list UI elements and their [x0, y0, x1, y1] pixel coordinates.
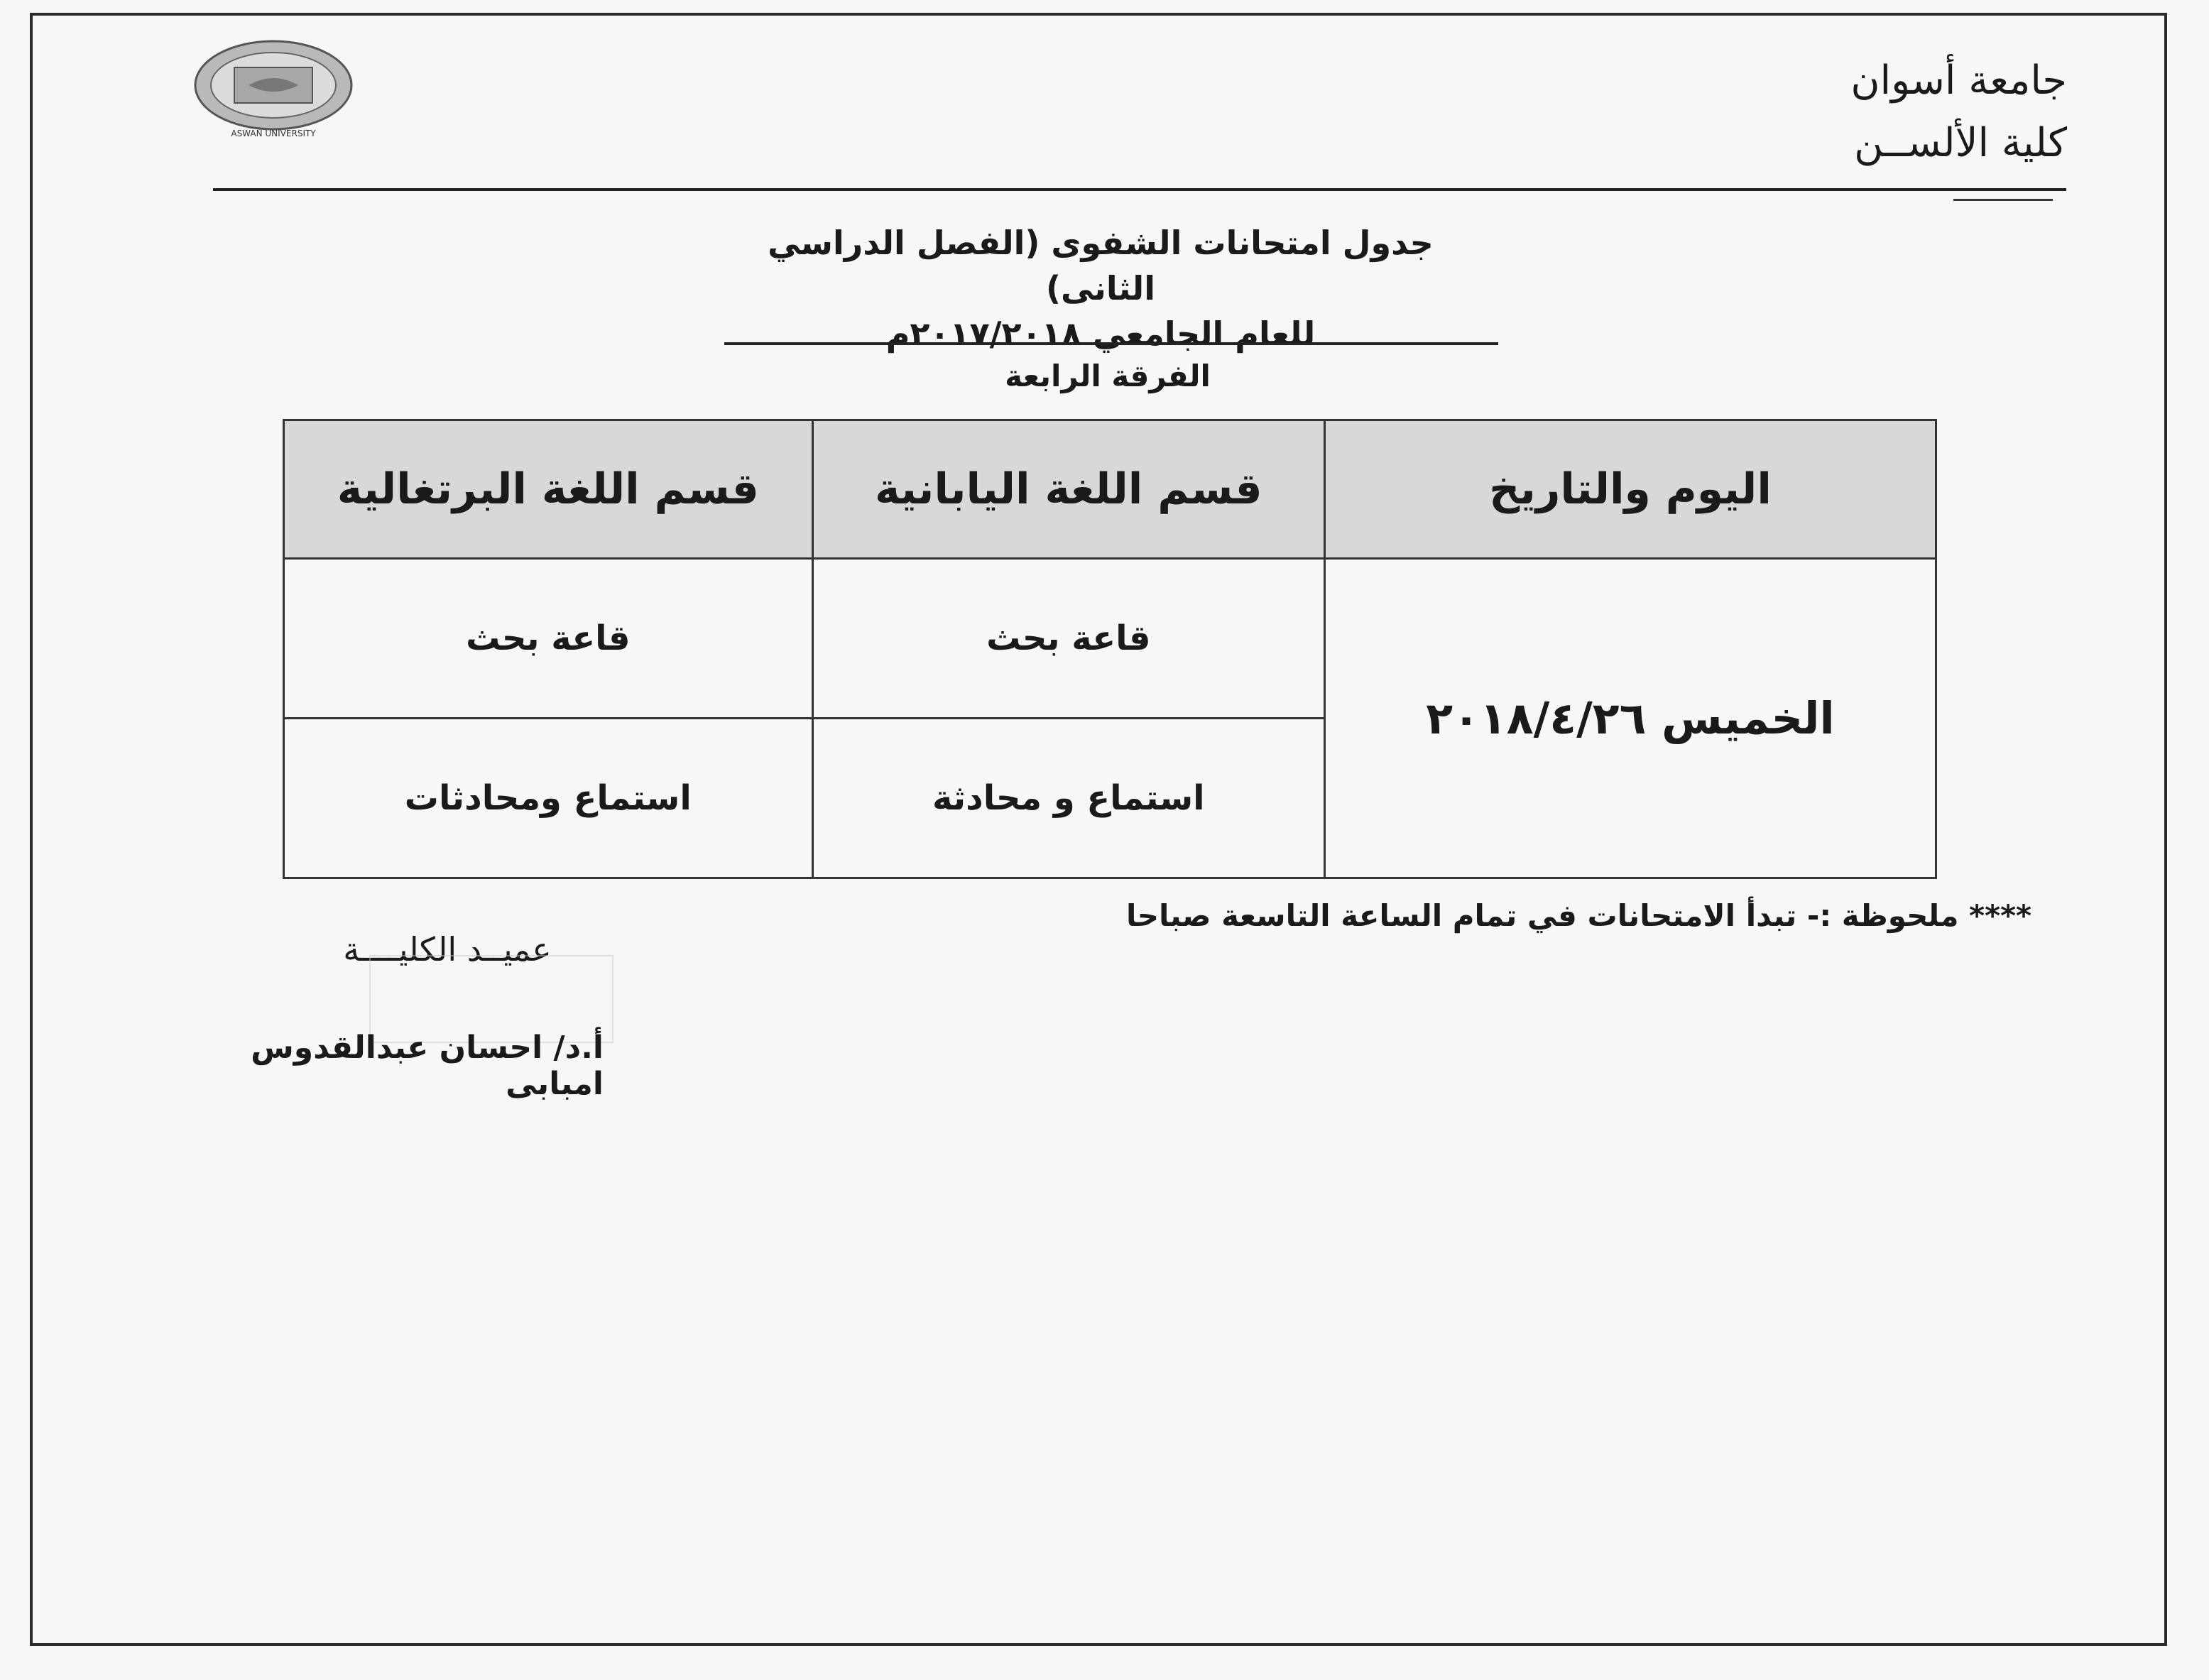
university-name: جامعة أسوان: [1850, 58, 2067, 104]
exam-schedule-table: [283, 419, 1937, 879]
signature-title: عميــد الكليــــة: [343, 930, 552, 969]
table-header-row: [284, 420, 1936, 559]
logo-caption: ASWAN UNIVERSITY: [231, 129, 316, 138]
portuguese-cell: استماع ومحادثات: [284, 719, 813, 878]
institution-header: [1850, 50, 2067, 175]
grade-label: الفرقة الرابعة: [1005, 359, 1211, 393]
portuguese-cell: قاعة بحث: [284, 559, 813, 719]
document-title: [710, 220, 1491, 356]
japanese-cell: استماع و محادثة: [812, 719, 1324, 878]
signature-name: أ.د/ احسان عبدالقدوس امبابى: [251, 1030, 604, 1102]
header-divider: [213, 188, 2066, 191]
japanese-cell: قاعة بحث: [812, 559, 1324, 719]
title-divider: [724, 342, 1498, 345]
title-line-2: للعام الجامعي ٢٠١٧/٢٠١٨م: [885, 315, 1316, 353]
header-japanese: قسم اللغة اليابانية: [812, 420, 1324, 559]
university-logo: [192, 36, 355, 142]
exam-note: **** ملحوظة :- تبدأ الامتحانات في تمام الساعة التاسعة صباحا: [1125, 898, 2031, 933]
title-line-1: جدول امتحانات الشفوى (الفصل الدراسي الثانى): [768, 224, 1434, 307]
header-day-date: اليوم والتاريخ: [1325, 420, 1936, 559]
exam-date-cell: الخميس ٢٠١٨/٤/٢٦: [1325, 559, 1936, 878]
table-row: [284, 559, 1936, 719]
header-portuguese: قسم اللغة البرتغالية: [284, 420, 813, 559]
header-underline: [1953, 199, 2053, 201]
faculty-name: كلية الألســن: [1854, 120, 2067, 166]
